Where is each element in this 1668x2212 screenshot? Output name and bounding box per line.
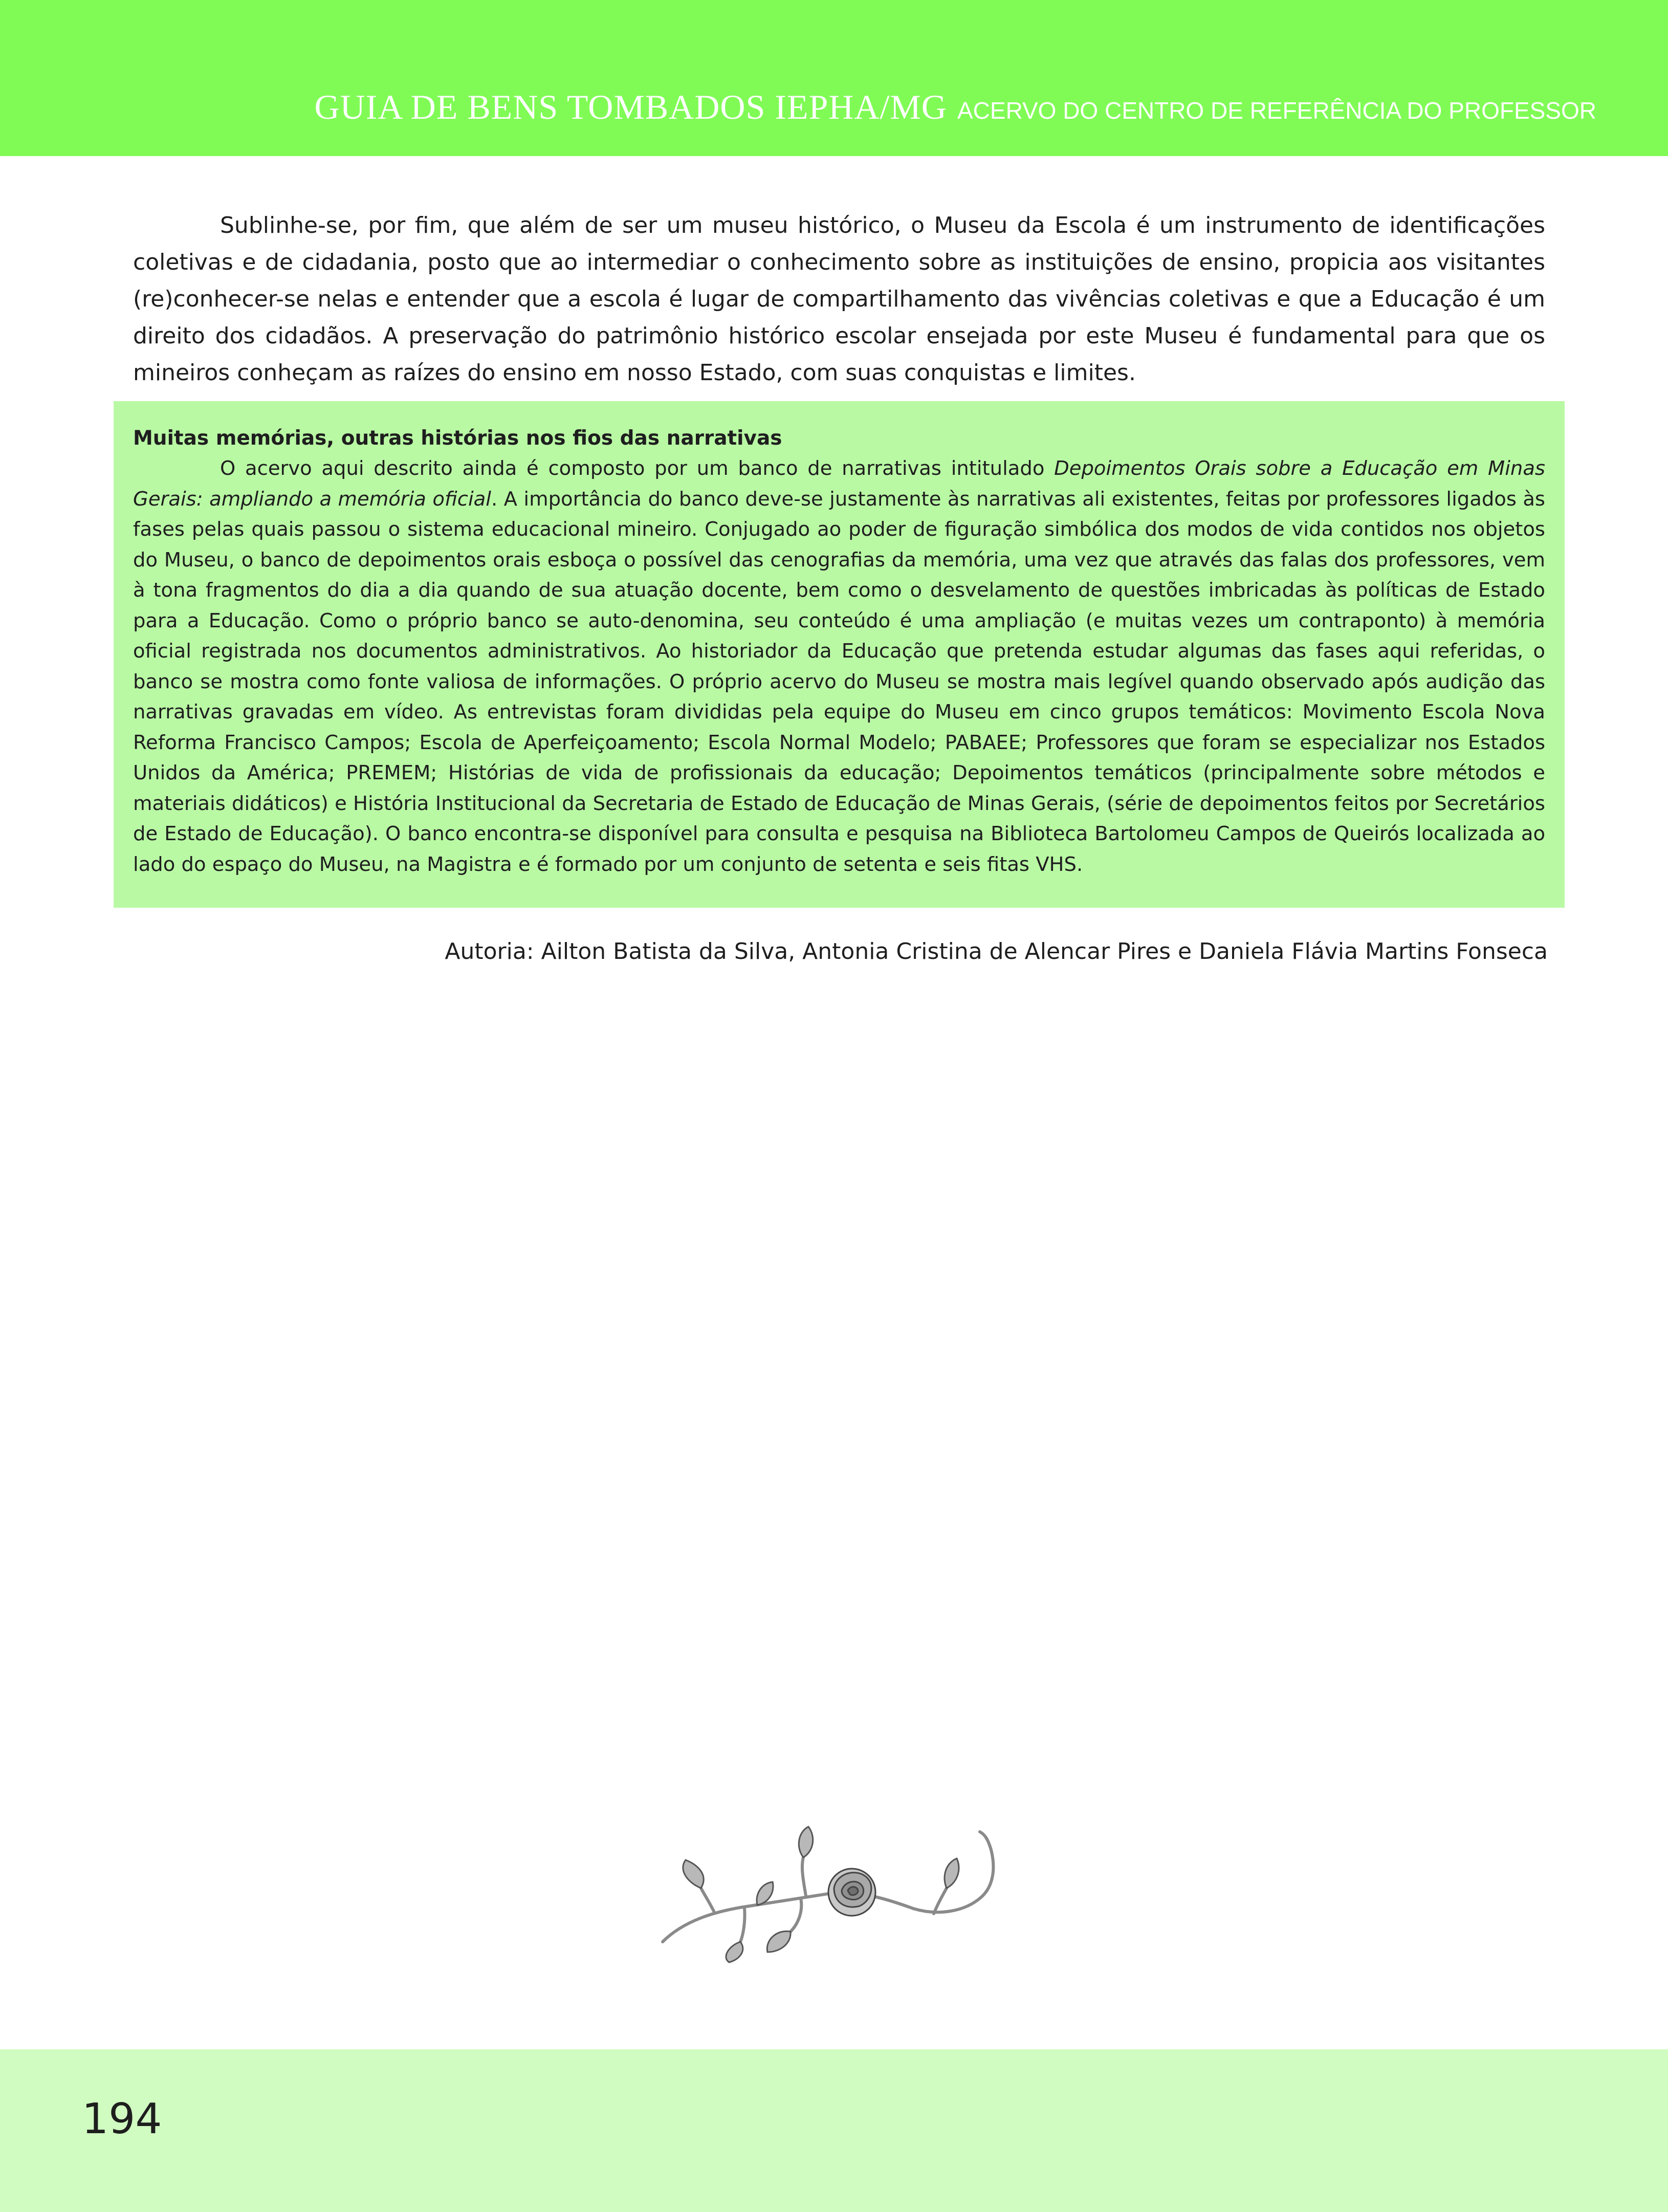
header-subtitle: ACERVO DO CENTRO DE REFERÊNCIA DO PROFESSOR [957, 97, 1596, 124]
box-title: Muitas memórias, outras histórias nos fios das narrativas [133, 427, 782, 450]
box-body-text-start: O acervo aqui descrito ainda é composto por um banco de narrativas intitulado [220, 457, 1055, 480]
intro-paragraph: Sublinhe-se, por fim, que além de ser um museu histórico, o Museu da Escola é um instrumento de identificações coletivas e de cidadania, posto que ao intermediar o conhecimento sobre as instituições de ensino, propicia aos visitantes (re)conhecer-se nelas e entender que a escola é lugar de compartilhamento das vivências coletivas e que a Educação é um direito dos cidadãos. A preservação do patrimônio histórico escolar ensejada por este Museu é fundamental para que os mineiros conheçam as raízes do ensino em nosso Estado, com suas conquistas e limites. [133, 212, 1545, 386]
box-body-italic-title: Depoimentos Orais sobre a Educação em Minas Gerais: ampliando a memória oficial [133, 457, 1545, 511]
highlight-box [114, 401, 1565, 908]
box-body-text-rest: . A importância do banco deve-se justamente às narrativas ali existentes, feitas por professores ligados às fases pelas quais passou o sistema educacional mineiro. Conjugado ao poder de figuração simbólica dos modos de vida contidos nos objetos do Museu, o banco de depoimentos orais esboça o possível das cenografias da memória, uma vez que através das falas dos professores, vem à tona fragmentos do dia a dia quando de sua atuação docente, bem como o desvelamento de questões imbricadas às políticas de Estado para a Educação. Como o próprio banco se auto-denomina, seu conteúdo é uma ampliação (e muitas vezes um contraponto) à memória oficial registrada nos documentos administrativos. Ao historiador da Educação que pretenda estudar algumas das fases aqui referidas, o banco se mostra como fonte valiosa de informações. O próprio acervo do Museu se mostra mais legível quando observado após audição das narrativas gravadas em vídeo. As entrevistas foram divididas pela equipe do Museu em cinco grupos temáticos: Movimento Escola Nova Reforma Francisco Campos; Escola de Aperfeiçoamento; Escola Normal Modelo; PABAEE; Professores que foram se especializar nos Estados Unidos da América; PREMEM; Histórias de vida de profissionais da educação; Depoimentos temáticos (principalmente sobre métodos e materiais didáticos) e História Institucional da Secretaria de Estado de Educação de Minas Gerais, (série de depoimentos feitos por Secretários de Estado de Educação). O banco encontra-se disponível para consulta e pesquisa na Biblioteca Bartolomeu Campos de Queirós localizada ao lado do espaço do Museu, na Magistra e é formado por um conjunto de setenta e seis fitas VHS. [133, 487, 1545, 876]
header-bar [0, 0, 1668, 156]
running-header [314, 87, 1596, 127]
authorship-credit: Autoria: Ailton Batista da Silva, Antonia Cristina de Alencar Pires e Daniela Flávia Martins Fonseca [445, 938, 1548, 965]
box-body [133, 453, 1545, 880]
header-title: GUIA DE BENS TOMBADOS IEPHA/MG [314, 87, 947, 126]
footer-bar [0, 2049, 1668, 2212]
rose-stem-ornament-icon [627, 1811, 1041, 1965]
page-number: 194 [82, 2095, 162, 2143]
